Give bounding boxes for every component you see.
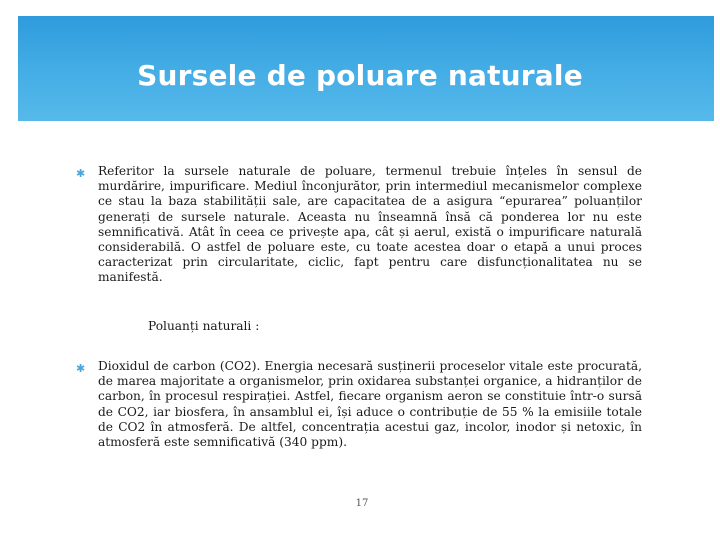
asterisk-bullet-icon: ✱	[76, 362, 86, 375]
subheading-natural-pollutants: Poluanți naturali :	[148, 319, 260, 333]
paragraph-natural-pollution: Referitor la sursele naturale de poluare, termenul trebuie înțeles în sensul de murdărire, impurificare. Mediul înconjurător, prin intermediul mecanismelor complexe ce stau la baza stabilității sale, are capacitatea de a asigura “epurarea” poluanților generați de sursele naturale. Aceasta nu înseamnă însă că ponderea lor nu este semnificativă. Atât în ceea ce privește apa, cât și aerul, există o impurificare naturală considerabilă. O astfel de poluare este, cu toate acestea doar o etapă a unui proces caracterizat prin circularitate, ciclic, fapt pentru care disfuncționalitatea nu se manifestă.	[98, 164, 642, 285]
paragraph-carbon-dioxide: Dioxidul de carbon (CO2). Energia necesară susținerii proceselor vitale este procurată, de marea majoritate a organismelor, prin oxidarea substanței organice, a hidranților de carbon, în procesul respirației. Astfel, fiecare organism aeron se constituie într-o sursă de CO2, iar biosfera, în ansamblul ei, își aduce o contribuție de 55 % la emisiile totale de CO2 în atmosferă. De altfel, concentrația acestui gaz, incolor, inodor și netoxic, în atmosferă este semnificativă (340 ppm).	[98, 359, 642, 450]
asterisk-bullet-icon: ✱	[76, 167, 86, 180]
slide-title: Sursele de poluare naturale	[137, 59, 583, 92]
page-number: 17	[355, 498, 369, 509]
